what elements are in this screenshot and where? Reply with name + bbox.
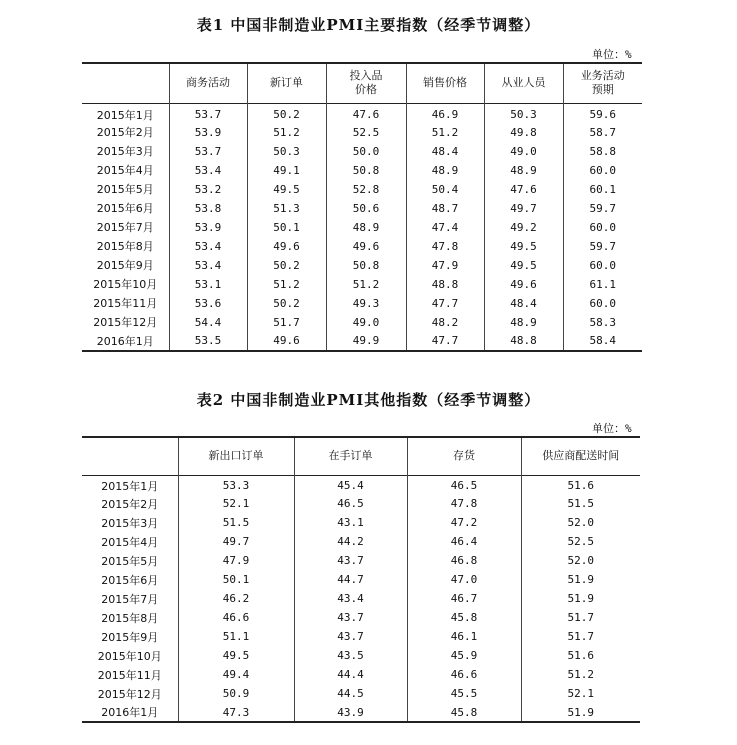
table-cell: 43.9 [294, 703, 407, 722]
table1-header-cell [82, 63, 169, 103]
table2-body [82, 475, 640, 722]
table-cell: 43.5 [294, 646, 407, 665]
table-cell: 50.1 [247, 218, 326, 237]
table-row [82, 646, 640, 665]
table-row [82, 199, 642, 218]
table-cell: 47.3 [178, 703, 294, 722]
row-label: 2015年8月 [96, 240, 154, 253]
table-cell: 47.0 [407, 570, 521, 589]
table-row [82, 513, 640, 532]
table-cell: 46.6 [407, 665, 521, 684]
table-cell: 50.8 [326, 256, 406, 275]
table-cell: 47.9 [406, 256, 484, 275]
table-cell: 46.7 [407, 589, 521, 608]
table-row [82, 103, 642, 123]
table-cell: 46.6 [178, 608, 294, 627]
table-cell: 47.2 [407, 513, 521, 532]
table-cell: 44.7 [294, 570, 407, 589]
table-row [82, 294, 642, 313]
table-cell: 48.8 [406, 275, 484, 294]
table-cell: 53.5 [169, 332, 247, 351]
table-row [82, 180, 642, 199]
table-cell: 49.2 [484, 218, 563, 237]
table-cell: 49.6 [484, 275, 563, 294]
table-row [82, 256, 642, 275]
table1-body [82, 103, 642, 351]
table-cell: 43.7 [294, 551, 407, 570]
table-cell: 47.6 [326, 103, 406, 123]
row-label: 2015年11月 [97, 668, 162, 682]
table1-header-cell: 商务活动 [169, 63, 247, 103]
row-label: 2015年2月 [101, 497, 159, 511]
table-cell: 52.5 [521, 532, 640, 551]
table-cell: 53.3 [178, 475, 294, 494]
table-cell: 60.0 [563, 218, 642, 237]
table-cell: 52.0 [521, 513, 640, 532]
table-cell: 45.5 [407, 684, 521, 703]
table-cell: 50.3 [247, 142, 326, 161]
table-cell: 53.9 [169, 123, 247, 142]
table-cell: 53.4 [169, 161, 247, 180]
table-row [82, 494, 640, 513]
table-cell: 43.7 [294, 627, 407, 646]
row-label: 2015年5月 [96, 183, 154, 196]
row-label: 2015年1月 [96, 108, 154, 122]
row-label: 2016年1月 [96, 334, 154, 348]
table-cell: 49.0 [326, 313, 406, 332]
table-cell: 49.4 [178, 665, 294, 684]
table-cell: 51.2 [247, 275, 326, 294]
table-cell: 53.9 [169, 218, 247, 237]
row-label: 2015年8月 [101, 611, 159, 625]
table-row [82, 218, 642, 237]
table-cell: 51.2 [521, 665, 640, 684]
table1-header-cell: 新订单 [247, 63, 326, 103]
table-cell: 51.9 [521, 570, 640, 589]
table-cell: 51.7 [521, 608, 640, 627]
table-cell: 43.7 [294, 608, 407, 627]
table-cell: 47.7 [406, 332, 484, 351]
table-cell: 61.1 [563, 275, 642, 294]
table-cell: 53.4 [169, 237, 247, 256]
table-row [82, 551, 640, 570]
table-row [82, 532, 640, 551]
table-cell: 53.2 [169, 180, 247, 199]
table-cell: 48.9 [326, 218, 406, 237]
table-cell: 60.0 [563, 161, 642, 180]
table-cell: 49.0 [484, 142, 563, 161]
row-label: 2015年7月 [101, 592, 159, 606]
table-cell: 59.6 [563, 103, 642, 123]
table1-header-cell: 从业人员 [484, 63, 563, 103]
table-cell: 48.9 [484, 313, 563, 332]
table-cell: 51.9 [521, 589, 640, 608]
row-label: 2015年12月 [93, 316, 158, 329]
table-cell: 51.2 [326, 275, 406, 294]
table-cell: 60.1 [563, 180, 642, 199]
table-cell: 47.6 [484, 180, 563, 199]
table-cell: 48.9 [406, 161, 484, 180]
table-cell: 49.7 [484, 199, 563, 218]
row-label: 2015年6月 [101, 573, 159, 587]
table-cell: 46.1 [407, 627, 521, 646]
table-cell: 51.2 [406, 123, 484, 142]
table-cell: 59.7 [563, 199, 642, 218]
table-cell: 45.8 [407, 608, 521, 627]
table-cell: 46.4 [407, 532, 521, 551]
table-cell: 46.5 [407, 475, 521, 494]
table-cell: 50.2 [247, 256, 326, 275]
table2-header-cell: 供应商配送时间 [521, 437, 640, 475]
table-row [82, 313, 642, 332]
row-label: 2015年5月 [101, 554, 159, 568]
table1-header-cell: 业务活动 预期 [563, 63, 642, 103]
table-row [82, 123, 642, 142]
table-cell: 51.5 [521, 494, 640, 513]
table-row [82, 684, 640, 703]
table-cell: 50.1 [178, 570, 294, 589]
table-cell: 49.5 [178, 646, 294, 665]
row-label: 2015年9月 [101, 630, 159, 644]
table-cell: 46.8 [407, 551, 521, 570]
table-cell: 58.7 [563, 123, 642, 142]
table1-header-cell: 投入品 价格 [326, 63, 406, 103]
table-cell: 50.3 [484, 103, 563, 123]
table-cell: 54.4 [169, 313, 247, 332]
table-row [82, 475, 640, 494]
table-cell: 47.4 [406, 218, 484, 237]
table-cell: 49.5 [247, 180, 326, 199]
table2-header-cell [82, 437, 178, 475]
table-cell: 48.9 [484, 161, 563, 180]
table-cell: 49.8 [484, 123, 563, 142]
table-cell: 49.3 [326, 294, 406, 313]
table-cell: 44.5 [294, 684, 407, 703]
table-cell: 47.9 [178, 551, 294, 570]
table-cell: 52.1 [178, 494, 294, 513]
table2-title: 表2 中国非制造业PMI其他指数（经季节调整） [196, 391, 541, 409]
table-cell: 51.7 [521, 627, 640, 646]
table1-header-cell: 销售价格 [406, 63, 484, 103]
table-cell: 53.7 [169, 103, 247, 123]
table-cell: 47.8 [406, 237, 484, 256]
row-label: 2015年4月 [96, 164, 154, 177]
table-row [82, 665, 640, 684]
table-cell: 60.0 [563, 256, 642, 275]
table1-title: 表1 中国非制造业PMI主要指数（经季节调整） [196, 16, 541, 34]
table-cell: 51.6 [521, 646, 640, 665]
table-cell: 53.8 [169, 199, 247, 218]
row-label: 2016年1月 [101, 706, 159, 719]
table-cell: 46.9 [406, 103, 484, 123]
table-cell: 58.8 [563, 142, 642, 161]
table-cell: 49.5 [484, 237, 563, 256]
table-cell: 46.2 [178, 589, 294, 608]
row-label: 2015年3月 [101, 516, 159, 530]
table-cell: 49.6 [247, 332, 326, 351]
table2-header-cell: 存货 [407, 437, 521, 475]
table-cell: 51.1 [178, 627, 294, 646]
table-cell: 48.8 [484, 332, 563, 351]
table-row [82, 627, 640, 646]
table-row [82, 589, 640, 608]
table-cell: 52.8 [326, 180, 406, 199]
table-cell: 51.7 [247, 313, 326, 332]
row-label: 2015年11月 [93, 297, 158, 310]
table-cell: 43.4 [294, 589, 407, 608]
table-cell: 49.7 [178, 532, 294, 551]
table-cell: 48.4 [406, 142, 484, 161]
row-label: 2015年10月 [97, 649, 162, 663]
table-row [82, 161, 642, 180]
table-cell: 49.6 [247, 237, 326, 256]
table-row [82, 608, 640, 627]
row-label: 2015年7月 [96, 221, 154, 234]
table-cell: 51.2 [247, 123, 326, 142]
table-cell: 50.9 [178, 684, 294, 703]
table-cell: 51.5 [178, 513, 294, 532]
table-cell: 48.7 [406, 199, 484, 218]
table-cell: 50.2 [247, 294, 326, 313]
table-cell: 53.7 [169, 142, 247, 161]
row-label: 2015年1月 [101, 479, 159, 493]
row-label: 2015年4月 [101, 535, 159, 549]
table-cell: 48.2 [406, 313, 484, 332]
table-cell: 45.9 [407, 646, 521, 665]
table-cell: 49.5 [484, 256, 563, 275]
table-cell: 50.8 [326, 161, 406, 180]
table-cell: 53.4 [169, 256, 247, 275]
table-cell: 45.8 [407, 703, 521, 722]
table-cell: 58.3 [563, 313, 642, 332]
table-row [82, 275, 642, 294]
table-cell: 50.4 [406, 180, 484, 199]
table-cell: 49.6 [326, 237, 406, 256]
row-label: 2015年9月 [96, 259, 154, 272]
row-label: 2015年12月 [97, 687, 162, 701]
table-cell: 53.6 [169, 294, 247, 313]
table-row [82, 703, 640, 722]
table-cell: 50.2 [247, 103, 326, 123]
table-cell: 50.0 [326, 142, 406, 161]
table-row [82, 237, 642, 256]
table-cell: 51.9 [521, 703, 640, 722]
table-cell: 49.9 [326, 332, 406, 351]
table-cell: 50.6 [326, 199, 406, 218]
row-label: 2015年2月 [96, 126, 154, 139]
table-cell: 43.1 [294, 513, 407, 532]
table2-unit: 单位：% [592, 422, 632, 435]
row-label: 2015年10月 [93, 278, 158, 291]
table2-header-cell: 新出口订单 [178, 437, 294, 475]
table2-header-row [82, 437, 640, 475]
table-cell: 59.7 [563, 237, 642, 256]
table-cell: 51.3 [247, 199, 326, 218]
table-cell: 51.6 [521, 475, 640, 494]
table-row [82, 570, 640, 589]
table1-header-row [82, 63, 642, 103]
table-cell: 44.4 [294, 665, 407, 684]
table-cell: 60.0 [563, 294, 642, 313]
table1 [82, 62, 642, 352]
table-row [82, 142, 642, 161]
table2-header-cell: 在手订单 [294, 437, 407, 475]
table2 [82, 436, 640, 723]
table-cell: 53.1 [169, 275, 247, 294]
table-cell: 52.5 [326, 123, 406, 142]
table-cell: 46.5 [294, 494, 407, 513]
table-cell: 52.0 [521, 551, 640, 570]
row-label: 2015年3月 [96, 145, 154, 158]
table-cell: 45.4 [294, 475, 407, 494]
table-cell: 48.4 [484, 294, 563, 313]
table-cell: 49.1 [247, 161, 326, 180]
table-cell: 47.7 [406, 294, 484, 313]
table-cell: 47.8 [407, 494, 521, 513]
table-cell: 52.1 [521, 684, 640, 703]
table-cell: 58.4 [563, 332, 642, 351]
row-label: 2015年6月 [96, 202, 154, 215]
table1-unit: 单位：% [592, 48, 632, 61]
table-row [82, 332, 642, 351]
table-cell: 44.2 [294, 532, 407, 551]
